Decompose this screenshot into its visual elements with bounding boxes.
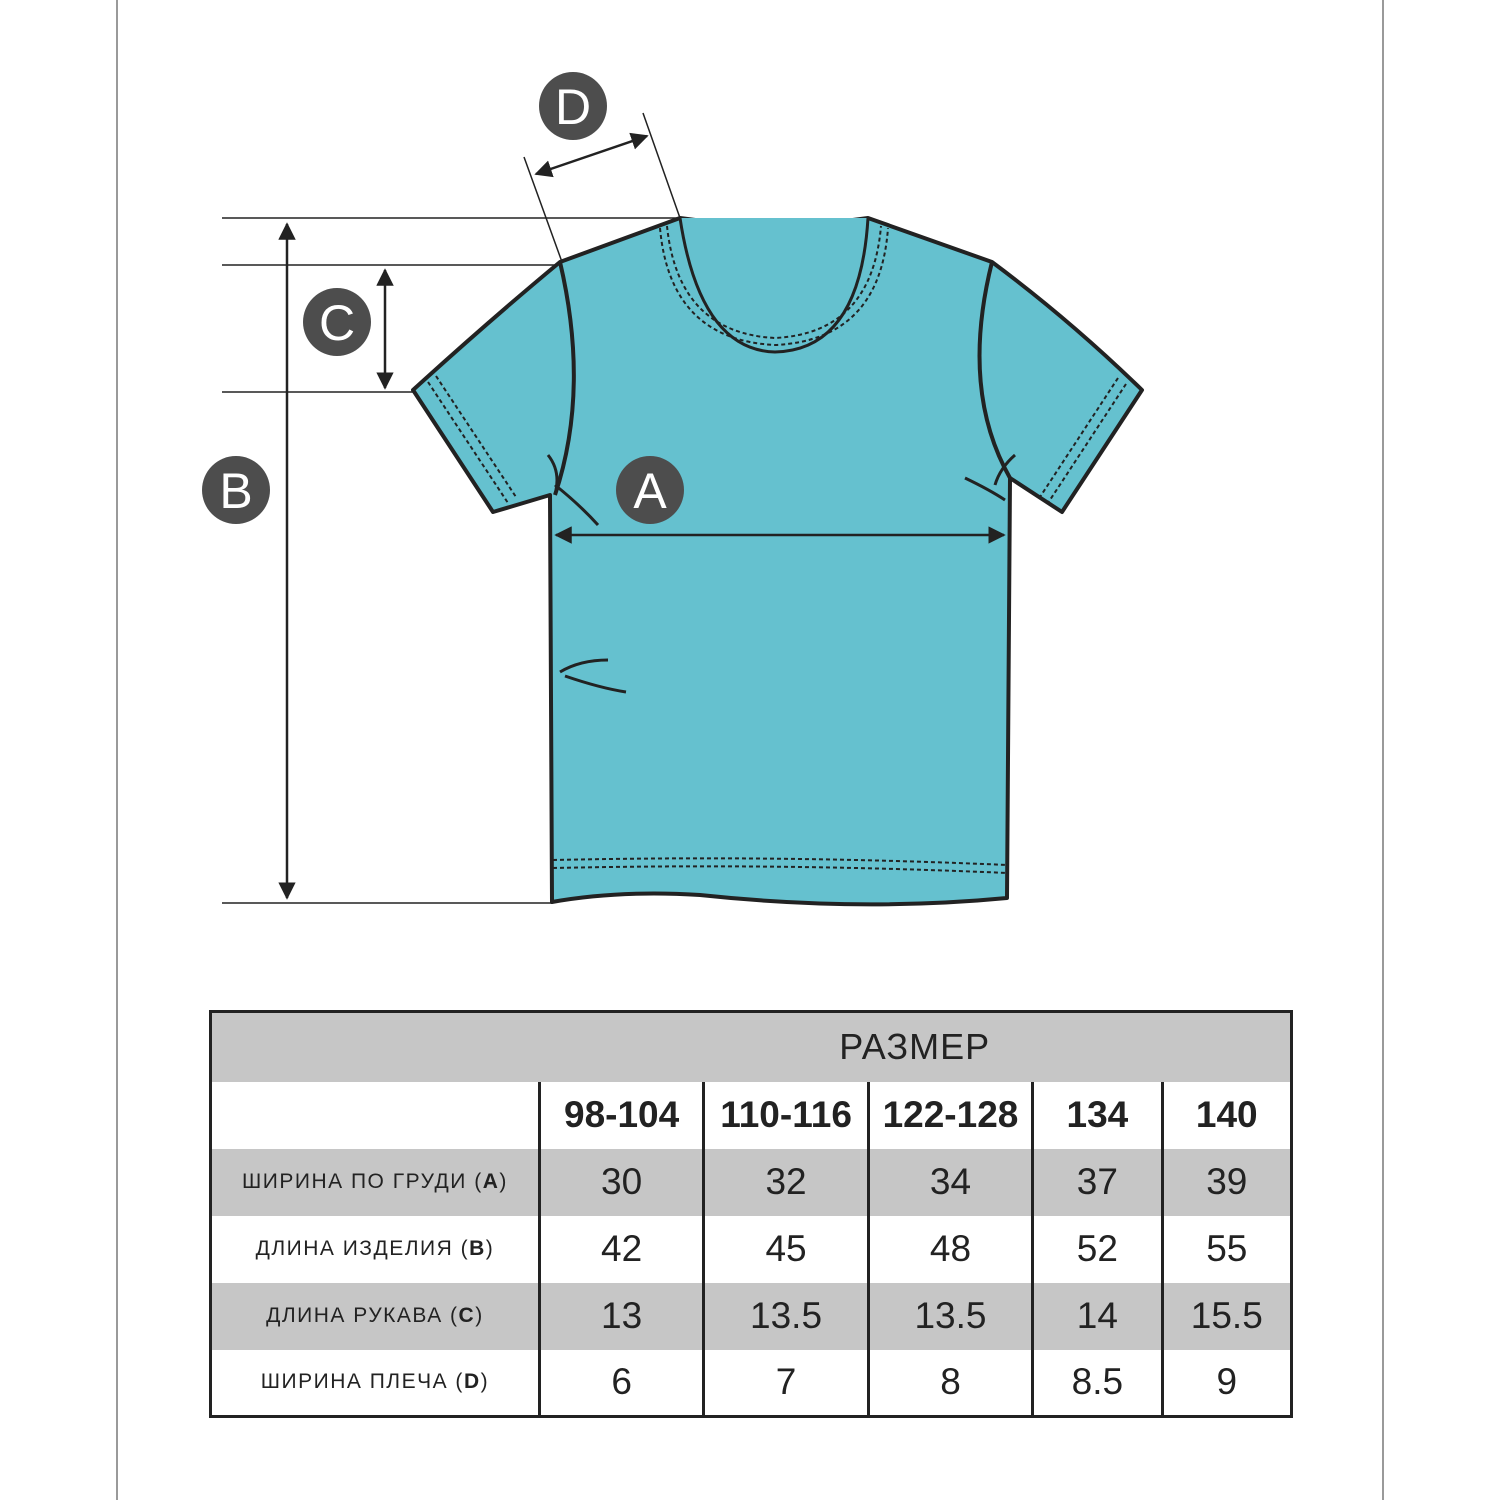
- value-cell: 13.5: [868, 1283, 1032, 1350]
- badge-d: [539, 72, 607, 140]
- row-label: ДЛИНА РУКАВА (C): [211, 1283, 540, 1350]
- value-cell: 48: [868, 1216, 1032, 1283]
- table-row: [211, 1216, 1292, 1283]
- value-cell: 37: [1033, 1149, 1162, 1216]
- value-cell: 42: [539, 1216, 703, 1283]
- value-cell: 34: [868, 1149, 1032, 1216]
- svg-text:C: C: [318, 295, 356, 351]
- table-row: [211, 1149, 1292, 1216]
- value-cell: 6: [539, 1350, 703, 1417]
- sizes-row: [211, 1082, 1292, 1149]
- row-label: ДЛИНА ИЗДЕЛИЯ (B): [211, 1216, 540, 1283]
- table-row: [211, 1283, 1292, 1350]
- table-row: [211, 1350, 1292, 1417]
- size-cell: 140: [1162, 1082, 1291, 1149]
- size-header: РАЗМЕР: [539, 1012, 1291, 1082]
- table-header-row: [211, 1012, 1292, 1082]
- size-chart-table: [209, 1010, 1293, 1418]
- svg-text:B: B: [219, 463, 253, 519]
- svg-text:D: D: [554, 79, 592, 135]
- value-cell: 8.5: [1033, 1350, 1162, 1417]
- value-cell: 13.5: [704, 1283, 868, 1350]
- badge-c: [303, 288, 371, 356]
- badge-b: [202, 456, 270, 524]
- arrow-d: [536, 136, 647, 174]
- size-cell: 122-128: [868, 1082, 1032, 1149]
- value-cell: 32: [704, 1149, 868, 1216]
- value-cell: 55: [1162, 1216, 1291, 1283]
- size-cell: 98-104: [539, 1082, 703, 1149]
- table-header-spacer: [211, 1012, 540, 1082]
- ref-line-d-right: [643, 113, 680, 218]
- size-cell: 110-116: [704, 1082, 868, 1149]
- value-cell: 30: [539, 1149, 703, 1216]
- value-cell: 8: [868, 1350, 1032, 1417]
- size-cell: 134: [1033, 1082, 1162, 1149]
- sizes-row-spacer: [211, 1082, 540, 1149]
- row-label: ШИРИНА ПЛЕЧА (D): [211, 1350, 540, 1417]
- value-cell: 15.5: [1162, 1283, 1291, 1350]
- value-cell: 52: [1033, 1216, 1162, 1283]
- value-cell: 14: [1033, 1283, 1162, 1350]
- value-cell: 45: [704, 1216, 868, 1283]
- value-cell: 39: [1162, 1149, 1291, 1216]
- value-cell: 13: [539, 1283, 703, 1350]
- row-label: ШИРИНА ПО ГРУДИ (A): [211, 1149, 540, 1216]
- value-cell: 7: [704, 1350, 868, 1417]
- value-cell: 9: [1162, 1350, 1291, 1417]
- badge-a: [616, 456, 684, 524]
- svg-text:A: A: [633, 463, 667, 519]
